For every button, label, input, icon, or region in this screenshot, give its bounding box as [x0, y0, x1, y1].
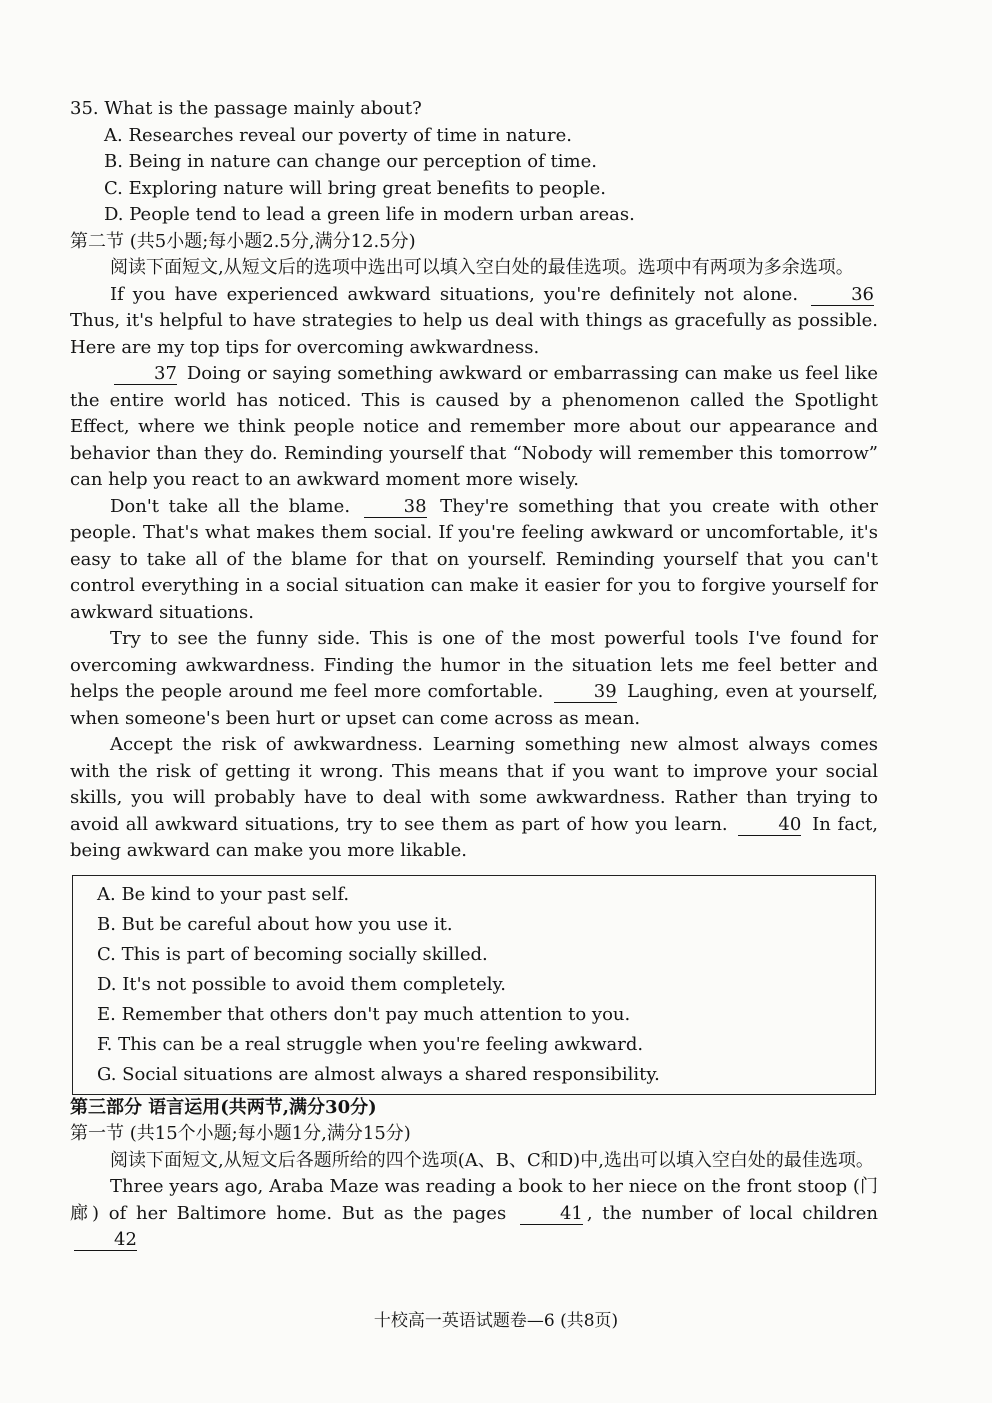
blank-39: 39	[554, 682, 617, 703]
choice-c: C. This is part of becoming socially skilled.	[97, 943, 488, 965]
section-2-instruction: 阅读下面短文,从短文后的选项中选出可以填入空白处的最佳选项。选项中有两项为多余选项。	[110, 257, 854, 278]
question-35-option-a: A. Researches reveal our poverty of time in nature.	[104, 124, 572, 146]
paragraph-1-text-a: If you have experienced awkward situations, you're definitely not alone.	[110, 283, 799, 305]
paragraph-2-text-b: Doing or saying something awkward or embarrassing can make us feel like the entire world has noticed. This is caused by a phenomenon called the Spotlight Effect, where we think people notice and remember more about our appearance and behavior than they do. Reminding yourself that “Nobody will remember this tomorrow” can help you react to an awkward moment more wisely.	[70, 363, 878, 490]
blank-40: 40	[738, 815, 801, 836]
choice-b: B. But be careful about how you use it.	[97, 913, 453, 935]
choice-e: E. Remember that others don't pay much attention to you.	[97, 1003, 631, 1025]
paragraph-5-text-b: In fact, being awkward can make you more likable.	[70, 813, 878, 861]
paragraph-4-text-b: Laughing, even at yourself, when someone's been hurt or upset can come across as mean.	[70, 681, 879, 729]
passage-paragraph-4	[70, 626, 878, 732]
blank-37: 37	[114, 364, 177, 385]
paragraph-3-text-b: They're something that you create with other people. That's what makes them social. If you're feeling awkward or uncomfortable, it's easy to take all of the blame for that on yourself. Reminding yourself that you can't control everything in a social situation can make it easier for you to forgive yourself for awkward situations.	[70, 495, 879, 623]
exam-page	[70, 96, 878, 1254]
question-35-option-b: B. Being in nature can change our perception of time.	[104, 151, 597, 172]
question-35-option-d: D. People tend to lead a green life in modern urban areas.	[104, 204, 635, 225]
part-3-instruction: 阅读下面短文,从短文后各题所给的四个选项(A、B、C和D)中,选出可以填入空白处的最佳选项。	[110, 1149, 874, 1171]
paragraph-1-text-b: Thus, it's helpful to have strategies to help us deal with things as gracefully as possible. Here are my top tips for overcoming awkwardness.	[70, 310, 878, 358]
choice-g: G. Social situations are almost always a shared responsibility.	[97, 1063, 660, 1085]
choice-f: F. This can be a real struggle when you're feeling awkward.	[97, 1033, 644, 1055]
blank-41: 41	[520, 1204, 583, 1225]
question-35-option-c: C. Exploring nature will bring great benefits to people.	[104, 177, 606, 199]
part-3-paragraph-1	[70, 1174, 878, 1254]
question-35-stem: 35. What is the passage mainly about?	[70, 98, 422, 119]
passage-paragraph-2	[70, 361, 878, 494]
blank-42: 42	[74, 1230, 137, 1251]
answer-choices-box	[72, 875, 876, 1095]
page-footer: 十校高一英语试题卷—6 (共8页)	[373, 1311, 619, 1331]
passage-paragraph-1	[70, 282, 878, 362]
part-3-section-1-heading: 第一节 (共15个小题;每小题1分,满分15分)	[70, 1123, 411, 1144]
part-3-paragraph-1-text-b: , the number of local children	[586, 1202, 878, 1224]
section-2-heading: 第二节 (共5小题;每小题2.5分,满分12.5分)	[70, 230, 416, 252]
part-3-paragraph-1-text-a: Three years ago, Araba Maze was reading a book to her niece on the front stoop (门廊) of her Baltimore home. But as the pages	[70, 1176, 878, 1224]
paragraph-3-text-a: Don't take all the blame.	[110, 495, 351, 517]
choice-d: D. It's not possible to avoid them completely.	[97, 973, 506, 995]
choice-a: A. Be kind to your past self.	[97, 883, 350, 905]
passage-paragraph-5	[70, 732, 878, 865]
blank-38: 38	[364, 497, 427, 518]
passage-paragraph-3	[70, 494, 878, 627]
blank-36: 36	[811, 285, 874, 306]
part-3-heading: 第三部分 语言运用(共两节,满分30分)	[70, 1096, 377, 1118]
paragraph-5-text-a: Accept the risk of awkwardness. Learning something new almost always comes with the risk of getting it wrong. This means that if you want to improve your social skills, you will probably have to deal with some awkwardness. Rather than trying to avoid all awkward situations, try to see them as part of how you learn.	[70, 734, 878, 835]
paragraph-4-text-a: Try to see the funny side. This is one of the most powerful tools I've found for overcoming awkwardness. Finding the humor in the situation lets me feel better and helps the people around me feel more comfortable.	[70, 628, 878, 702]
